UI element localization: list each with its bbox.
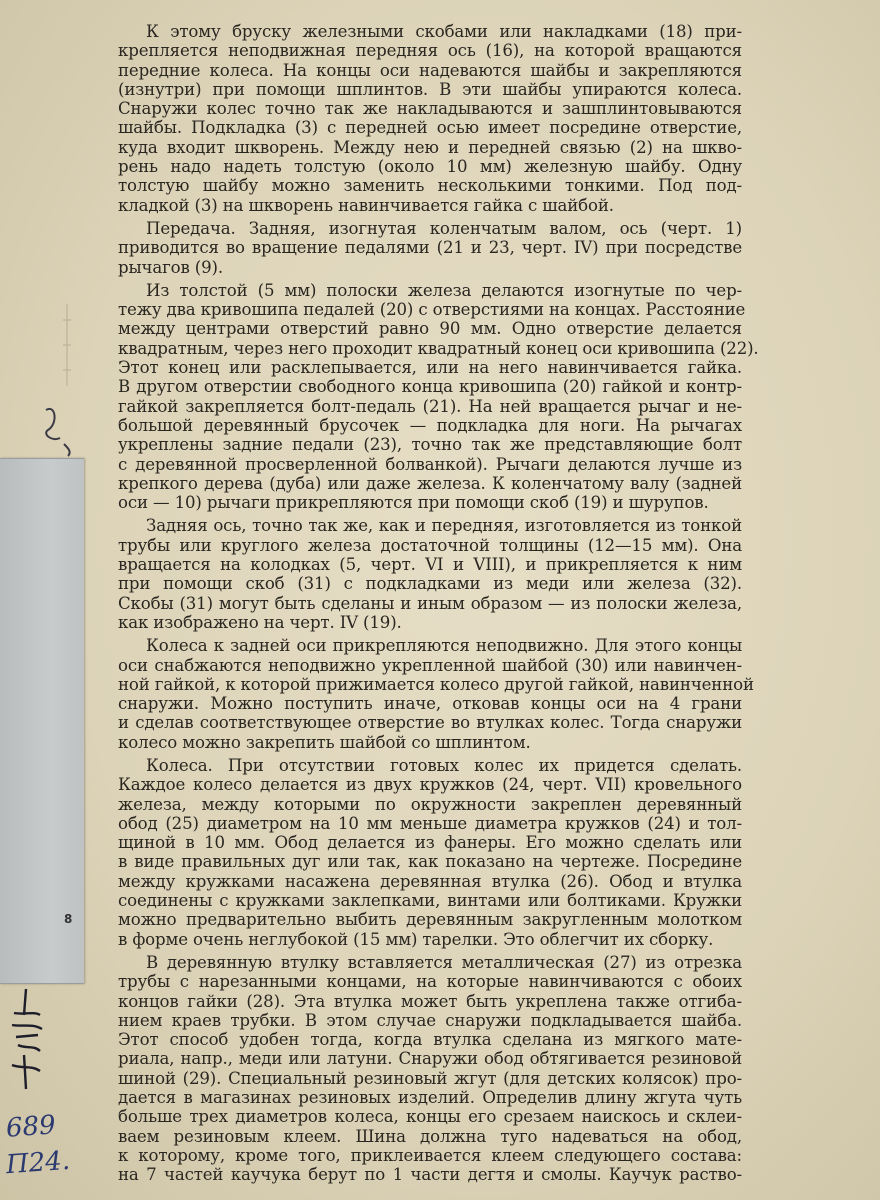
text-line: можно предварительно выбить деревянным закругленным молотком [118,910,742,930]
text-line: передние колеса. На концы оси надеваются шайбы и закрепляются [118,60,742,80]
paragraph-wheel-mount [90,636,754,752]
text-line: ной гайкой, к которой прижимается колесо другой гайкой, навинченной [118,674,754,694]
text-line: толстую шайбу можно заменить несколькими тонкими. Под под- [118,176,742,196]
slip-mark: 8 [64,912,73,926]
text-line: рень надо надеть толстую (около 10 мм) железную шайбу. Одну [118,157,742,177]
pencil-mark [38,400,78,460]
text-line: гайкой закрепляется болт-педаль (21). На ней вращается рычаг и не- [118,396,742,416]
text-line: Из толстой (5 мм) полоски железа делаются изогнутые по чер- [146,280,742,300]
text-line: оси — 10) рычаги прикрепляются при помощи скоб (19) и шурупов. [118,493,709,513]
text-line: трубы или круглого железа достаточной толщины (12—15 мм). Она [118,535,742,555]
text-line: риала, напр., меди или латуни. Снаружи обод обтягивается резиновой [118,1049,742,1069]
text-line: Каждое колесо делается из двух кружков (24, черт. VII) кровельного [118,775,742,795]
text-line: Передача. Задняя, изогнутая коленчатым валом, ось (черт. 1) [146,218,742,238]
text-line: К этому бруску железными скобами или накладками (18) при- [146,22,742,41]
paragraph-transmission [90,219,742,277]
text-line: В деревянную втулку вставляется металлическая (27) из отрезка [146,952,742,972]
text-line: и сделав соответствующее отверстие во втулках колес. Тогда снаружи [118,713,742,733]
text-line: трубы с нарезанными концами, на которые навинчиваются с обоих [118,972,742,992]
text-line: между центрами отверстий равно 90 мм. Одно отверстие делается [118,319,742,339]
text-line: щиной в 10 мм. Обод делается из фанеры. Его можно сделать или [118,833,742,853]
paragraph-front-axle [90,22,742,215]
paragraph-wheels [90,756,742,949]
text-line: крепкого дерева (дуба) или даже железа. К коленчатому валу (задней [118,473,742,493]
text-line: квадратным, через него проходит квадратный конец оси кривошипа (22). [118,338,759,358]
text-line: при помощи скоб (31) с подкладками из меди или железа (32). [118,574,742,594]
text-line: в форме очень неглубокой (15 мм) тарелки. Это облегчит их сборку. [118,929,714,949]
text-line: соединены с кружками заклепками, винтами или болтиками. Кружки [118,891,742,911]
text-line: на 7 частей каучука берут по 1 части дегтя и смолы. Каучук раство- [118,1165,742,1185]
text-line: Этот конец или расклепывается, или на него навинчивается гайка. [118,358,742,378]
text-line: шиной (29). Специальный резиновый жгут (для детских колясок) про- [118,1068,742,1088]
margin-stamp-mark [60,300,74,390]
text-line: кладкой (3) на шкворень навинчивается гайка с шайбой. [118,195,614,215]
handwritten-number: 689 [5,1110,57,1144]
text-line: нием краев трубки. В этом случае снаружи подкладывается шайба. [118,1010,742,1030]
text-line: между кружками насажена деревянная втулка (26). Обод и втулка [118,871,742,891]
text-line: укреплены задние педали (23), точно так же представляющие болт [118,435,742,455]
text-line: вращается на колодках (5, черт. VI и VIII), и прикрепляется к ним [118,555,742,575]
text-line: куда входит шкворень. Между нею и передней связью (2) на шкво- [118,137,742,157]
paragraph-rear-axle [90,516,742,632]
text-line: концов гайки (28). Эта втулка может быть укреплена также отгиба- [118,991,742,1011]
text-line: Колеса. При отсутствии готовых колес их придется сделать. [146,755,742,775]
text-line: обод (25) диаметром на 10 мм меньше диаметра кружков (24) и тол- [118,813,742,833]
text-line: больше трех диаметров колеса, концы его срезаем наискось и склеи- [118,1107,742,1127]
text-line: дается в магазинах резиновых изделий. Определив длину жгута чуть [118,1088,742,1108]
text-line: большой деревянный брусочек — подкладка для ноги. На рычагах [118,415,742,435]
text-line: к которому, кроме того, приклеивается клеем следующего состава: [118,1145,742,1165]
text-line: рычагов (9). [118,257,223,277]
gray-paper-slip [0,458,84,984]
text-line: Колеса к задней оси прикрепляются неподвижно. Для этого концы [146,636,742,656]
text-line: Этот способ удобен тогда, когда втулка сделана из мягкого мате- [118,1030,742,1050]
handwritten-code: П24. [5,1145,71,1181]
text-line: приводится во вращение педалями (21 и 23, черт. IV) при посредстве [118,238,742,258]
text-line: шайбы. Подкладка (3) с передней осью имеет посредине отверстие, [118,118,742,138]
text-line: снаружи. Можно поступить иначе, отковав концы оси на 4 грани [118,694,742,714]
text-line: Задняя ось, точно так же, как и передняя, изготовляется из тонкой [146,516,742,536]
text-line: железа, между которыми по окружности закреплен деревянный [118,794,742,814]
text-line: Снаружи колес точно так же накладываются и зашплинтовываются [118,99,742,119]
text-line: оси снабжаются неподвижно укрепленной шайбой (30) или навинчен- [118,655,742,675]
paragraph-hub-and-tire [90,953,742,1185]
text-line: в виде правильных дуг или так, как показано на чертеже. Посредине [118,852,742,872]
text-line: как изображено на черт. IV (19). [118,612,402,632]
body-text [90,22,759,1189]
text-line: В другом отверстии свободного конца кривошипа (20) гайкой и контр- [118,377,742,397]
text-line: колесо можно закрепить шайбой со шплинтом. [118,732,531,752]
text-line: Скобы (31) могут быть сделаны и иным образом — из полоски железа, [118,593,742,613]
paragraph-cranks [90,280,759,513]
ink-scribble [4,985,48,1095]
text-line: с деревянной просверленной болванкой). Рычаги делаются лучше из [118,454,742,474]
text-line: крепляется неподвижная передняя ось (16), на которой вращаются [118,41,742,61]
text-line: ваем резиновым клеем. Шина должна туго надеваться на обод, [118,1126,742,1146]
text-line: тежу два кривошипа педалей (20) с отверстиями на концах. Расстояние [118,300,746,320]
text-line: (изнутри) при помощи шплинтов. В эти шайбы упираются колеса. [118,79,742,99]
